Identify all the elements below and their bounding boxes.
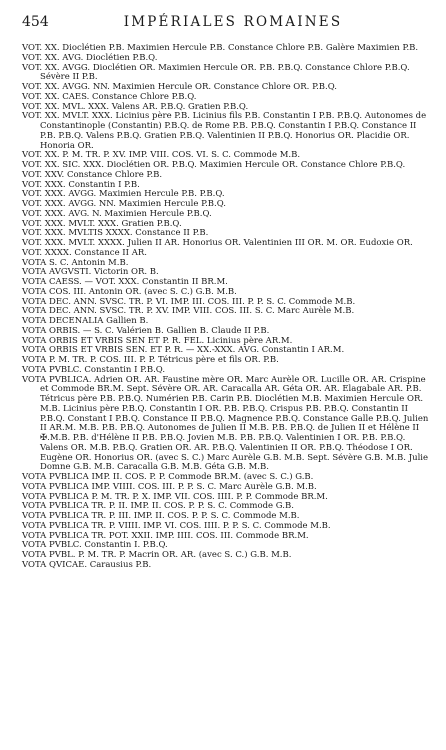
list-item: VOTA DEC. ANN. SVSC. TR. P. XV. IMP. VIII. COS. III. S. C. Marc Aurèle M.B. bbox=[22, 306, 355, 317]
list-item: VOTA S. C. Antonin M.B. bbox=[22, 257, 129, 268]
entry-list bbox=[22, 44, 432, 571]
list-item: VOTA P. M. TR. P. COS. III. P. P. Tétricus père et fils OR. P.B. bbox=[22, 355, 279, 365]
list-item: VOTA PVBLC. Constantin I P.B.Q. bbox=[22, 364, 166, 375]
list-item: VOT. XXX. Constantin I P.B. bbox=[22, 179, 140, 190]
list-item: VOT. XX. P. M. TR. P. XV. IMP. VIII. COS. VI. S. C. Commode M.B. bbox=[22, 150, 301, 161]
list-item: VOT. XXV. Constance Chlore P.B. bbox=[22, 169, 163, 180]
list-item: VOTA ORBIS. — S. C. Valérien B. Gallien B. Claude II P.B. bbox=[22, 325, 270, 336]
list-item: VOTA PVBL. P. M. TR. P. Macrin OR. AR. (avec S. C.) G.B. M.B. bbox=[22, 550, 292, 560]
list-item: VOTA COS. III. Antonin OR. (avec S. C.) G.B. M.B. bbox=[22, 286, 237, 297]
list-item: VOT. XXX. MVLT. XXX. Gratien P.B.Q. bbox=[22, 218, 182, 229]
list-item: VOT. XXX. MVLTIS XXXX. Constance II P.B. bbox=[22, 228, 209, 239]
list-item: VOTA PVBLICA TR. P. III. IMP. II. COS. P. P. S. C. Commode M.B. bbox=[22, 511, 300, 521]
list-item: VOT. XX. CAES. Constance Chlore P.B.Q. bbox=[22, 91, 197, 102]
list-item: VOTA PVBLICA. Adrien OR. AR. Faustine mère OR. Marc Aurèle OR. Lucille OR. AR. Crispine et Commode BR.M. Sept. Sévère OR. AR. Caracalla AR. Géta OR. AR. Elagabale AR. P.B. Tétricus père P.B. P.B.Q. Numérien P.B. Carin P.B. Dioclétien M.B. Maximien Hercule OR. M.B. Licinius père P.B.Q. Constantin I OR. P.B. P.B.Q. Crispus P.B. P.B.Q. Constantin II P.B.Q. Constant I P.B.Q. Constance II P.B.Q. Magnence P.B.Q. Constance Galle P.B.Q. Julien II AR.M. M.B. P.B. P.B.Q. Autonomes de Julien II M.B. P.B. P.B.Q. de Julien II et Hélène II ✠.M.B. P.B. d'Hélène II P.B. P.B.Q. Jovien M.B. P.B. P.B.Q. Valentinien I OR. P.B. P.B.Q. Valens OR. M.B. P.B.Q. Gratien OR. AR. P.B.Q. Valentinien II OR. P.B.Q. Théodose I OR. Eugène OR. Honorius OR. (avec S. C.) Marc Aurèle G.B. M.B. Sept. Sévère G.B. M.B. Julie Domne G.B. M.B. Caracalla G.B. M.B. Géta G.B. M.B. bbox=[22, 374, 429, 473]
list-item: VOTA DECENALIA Gallien B. bbox=[22, 316, 149, 326]
list-item: VOTA ORBIS ET VRBIS SEN ET P. R. FEL. Licinius père AR.M. bbox=[22, 335, 293, 346]
list-item: VOTA DEC. ANN. SVSC. TR. P. VI. IMP. III. COS. III. P. P. S. C. Commode M.B. bbox=[22, 296, 356, 307]
list-item: VOT. XXX. AVGG. Maximien Hercule P.B. P.B.Q. bbox=[22, 189, 225, 200]
list-item: VOTA PVBLICA TR. P. VIIII. IMP. VI. COS. IIII. P. P. S. C. Commode M.B. bbox=[22, 520, 331, 531]
list-item: VOTA PVBLICA P. M. TR. P. X. IMP. VII. COS. IIII. P. P. Commode BR.M. bbox=[22, 491, 328, 502]
list-item: VOT. XXX. AVG. N. Maximien Hercule P.B.Q. bbox=[22, 208, 212, 219]
list-item: VOTA PVBLC. Constantin I. P.B.Q. bbox=[22, 540, 168, 551]
list-item: VOTA PVBLICA TR. P. II. IMP. II. COS. P. P. S. C. Commode G.B. bbox=[22, 501, 294, 512]
page-number: 454 bbox=[22, 14, 49, 30]
list-item: VOTA PVBLICA IMP. II. COS. P. P. Commode BR.M. (avec S. C.) G.B. bbox=[22, 472, 314, 482]
list-item: VOT. XX. Dioclétien P.B. Maximien Hercule P.B. Constance Chlore P.B. Galère Maximien P.B. bbox=[22, 43, 419, 53]
list-item: VOT. XXX. MVLT. XXXX. Julien II AR. Honorius OR. Valentinien III OR. M. OR. Eudoxie OR. bbox=[22, 238, 413, 248]
running-title: IMPÉRIALES ROMAINES bbox=[123, 14, 343, 30]
list-item: VOTA QVICAE. Carausius P.B. bbox=[22, 559, 152, 570]
list-item: VOT. XX. SIC. XXX. Dioclétien OR. P.B.Q. Maximien Hercule OR. Constance Chlore P.B.Q. bbox=[22, 160, 406, 170]
list-item: VOT. XX. AVG. Dioclétien P.B.Q. bbox=[22, 52, 158, 63]
list-item: VOTA AVGVSTI. Victorin OR. B. bbox=[22, 267, 159, 278]
list-item: VOTA CAESS. — VOT. XXX. Constantin II BR.M. bbox=[22, 277, 228, 287]
list-item: VOT. XX. AVGG. NN. Maximien Hercule OR. Constance Chlore OR. P.B.Q. bbox=[22, 82, 337, 92]
list-item: VOT. XXX. AVGG. NN. Maximien Hercule P.B.Q. bbox=[22, 199, 226, 209]
list-item: VOT. XX. MVL. XXX. Valens AR. P.B.Q. Gratien P.B.Q. bbox=[22, 101, 249, 112]
list-item: VOTA PVBLICA IMP. VIIII. COS. III. P. P. S. C. Marc Aurèle G.B. M.B. bbox=[22, 481, 317, 492]
page-header bbox=[22, 14, 432, 40]
list-item: VOT. XXXX. Constance II AR. bbox=[22, 247, 147, 258]
list-item: VOT. XX. AVGG. Dioclétien OR. Maximien Hercule OR. P.B. P.B.Q. Constance Chlore P.B.Q. Sévère II P.B. bbox=[22, 62, 410, 83]
list-item: VOTA PVBLICA TR. POT. XXII. IMP. IIII. COS. III. Commode BR.M. bbox=[22, 530, 309, 541]
list-item: VOTA ORBIS ET VRBIS SEN. ET P. R. — XX.-XXX. AVG. Constantin I AR.M. bbox=[22, 345, 345, 356]
list-item: VOT. XX. MVLT. XXX. Licinius père P.B. Licinius fils P.B. Constantin I P.B. P.B.Q. Autonomes de Constantinople (Constantin) P.B.Q. de Rome P.B. P.B.Q. Constantin I P.B.Q. Constance II P.B. P.B.Q. Valens P.B.Q. Gratien P.B.Q. Valentinien II P.B.Q. Honorius OR. Placidie OR. Honoria OR. bbox=[22, 111, 427, 151]
